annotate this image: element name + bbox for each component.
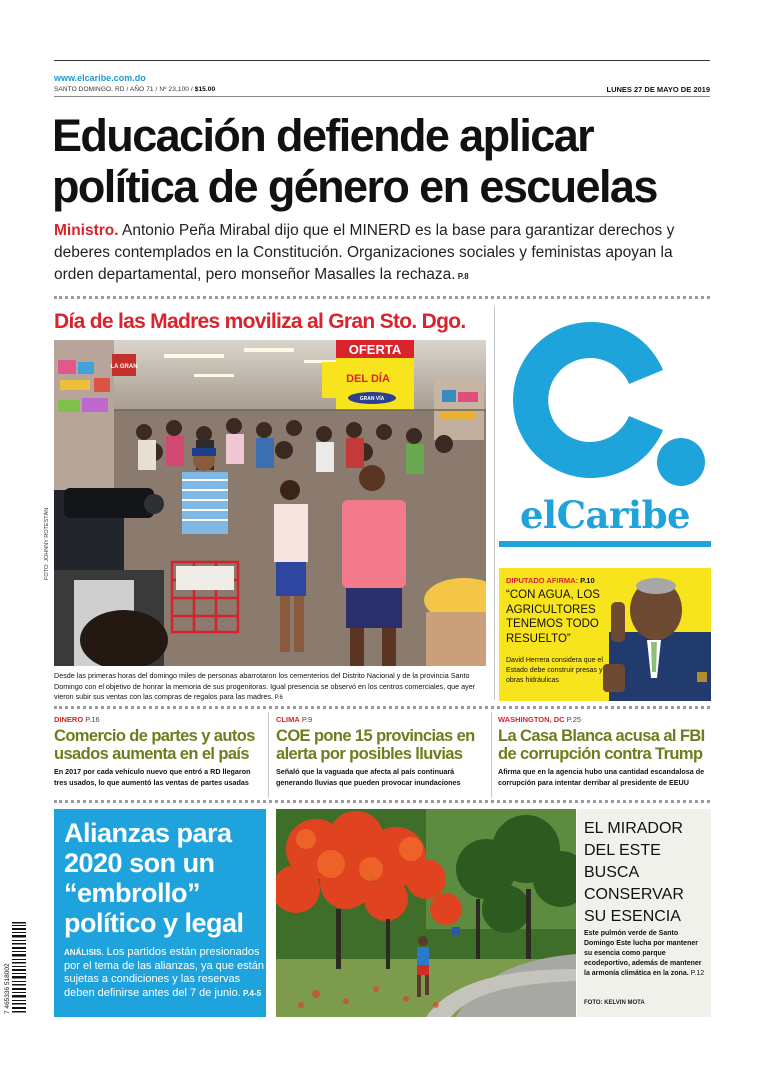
column-rule [494, 306, 495, 700]
story-kicker [276, 715, 486, 724]
barcode-digits: 7 465336 518002 [4, 963, 11, 1014]
madres-caption [54, 671, 486, 704]
story-headline[interactable]: Comercio de partes y autos usados aumenta en el país [54, 727, 255, 763]
divider-dots-bottom [54, 800, 710, 803]
mirador-page: P.12 [688, 970, 705, 977]
story-page: P.9 [299, 715, 313, 724]
alianzas-text: Los partidos están presionados por el tema de las alianzas, ya que están sujetas a condiciones y las reservas deben definirse antes del 7 de junio. [64, 946, 264, 999]
top-rule [54, 60, 710, 61]
story-dinero[interactable] [54, 715, 264, 788]
alianzas-kicker: ANÁLISIS. [64, 948, 104, 957]
diputado-quote[interactable]: “CON AGUA, LOS AGRICULTORES TENEMOS TODO RESUELTO” [506, 589, 600, 645]
masthead-rule [54, 96, 710, 97]
barcode-graphic [2, 922, 28, 1014]
logo-c-mark [499, 300, 711, 500]
park-photo-illustration [276, 809, 576, 1017]
lead-text: Antonio Peña Mirabal dijo que el MINERD es la base para garantizar derechos y deberes contemplados en la Constitución. Organizaciones sociales y feministas apoyan la orden departamental, pero monseñor Masalles la rechaza. [54, 222, 675, 283]
diputado-page: P.10 [578, 576, 595, 585]
crowd-photo [54, 340, 486, 666]
mirador-text: Este pulmón verde de Santo Domingo Este lucha por mantener su esencia como parque ecodeportivo, además de mantener la armonía climática en la zona. [584, 930, 702, 977]
barcode [2, 922, 28, 1014]
divider-dots-top [54, 296, 710, 299]
offer-sign-mid: DEL DÍA [346, 373, 390, 385]
story-text: Afirma que en la agencia hubo una cantidad escandalosa de corrupción para intentar derribar al presidente de EEUU [498, 767, 705, 787]
shop-sign-text: LA GRAN [110, 364, 138, 370]
diputado-text: David Herrera considera que el Estado debe construir presas y obras hidráulicas [506, 657, 603, 684]
column-rule-2 [268, 712, 269, 798]
alianzas-summary [64, 946, 264, 1000]
lead-kicker: Ministro. [54, 222, 119, 239]
story-kicker [54, 715, 264, 724]
logo-brand-name[interactable]: elCaribe [520, 493, 690, 537]
mirador-photo-credit: FOTO: KELVIN MOTA [584, 1000, 645, 1006]
story-kicker-text: DINERO [54, 715, 84, 724]
price: $15.00 [194, 86, 216, 93]
story-kicker-text: WASHINGTON, DC [498, 715, 565, 724]
story-text: Señaló que la vaguada que afecta al país continuará generando lluvias que pueden provocar inundaciones [276, 767, 461, 787]
alianzas-page: P.4-5 [240, 988, 262, 998]
story-washington[interactable] [498, 715, 711, 788]
logo-underline [499, 541, 711, 547]
story-text: En 2017 por cada vehículo nuevo que entró a RD llegaron tres usados, lo que aumentó las ventas de partes usadas [54, 767, 251, 787]
edition-text: SANTO DOMINGO, RD / AÑO 71 / Nº 23,100 / [54, 86, 195, 93]
alianzas-headline[interactable]: Alianzas para 2020 son un “embrollo” político y legal [64, 818, 244, 938]
offer-sign-small: GRAN VÍA [359, 396, 385, 402]
lead-summary [54, 220, 714, 288]
story-clima[interactable] [276, 715, 486, 788]
site-url[interactable]: www.elcaribe.com.do [54, 73, 146, 83]
column-rule-3 [491, 712, 492, 798]
divider-dots-mid [54, 706, 710, 709]
lead-headline[interactable] [52, 110, 722, 212]
publication-date: LUNES 27 DE MAYO DE 2019 [606, 85, 710, 94]
story-page: P.25 [564, 715, 582, 724]
mirador-headline[interactable]: EL MIRADOR DEL ESTE BUSCA CONSERVAR SU ESENCIA [584, 820, 684, 925]
diputado-kicker-text: DIPUTADO AFIRMA: [506, 576, 579, 585]
madres-caption-text: Desde las primeras horas del domingo miles de personas abarrotaron los cementerios del Distrito Nacional y de la provincia Santo Domingo con el objetivo de honrar la memoria de sus progenitoras. Igual presencia se observó en los centros comerciales, que ayer vieron subir sus ventas con las compras de regalos para las madres. [54, 671, 476, 701]
story-headline[interactable]: COE pone 15 provincias en alerta por posibles lluvias [276, 727, 475, 763]
offer-sign-top: OFERTA [348, 342, 402, 357]
lead-headline-line2: política de género en escuelas [52, 161, 657, 212]
story-kicker [498, 715, 711, 724]
madres-caption-page: P.6 [272, 695, 283, 701]
photo-credit: FOTO: JOHNNY ROTESTÁN [44, 507, 50, 580]
lead-headline-line1: Educación defiende aplicar [52, 110, 594, 161]
madres-headline[interactable]: Día de las Madres moviliza al Gran Sto. Dgo. [54, 310, 466, 333]
park-photo [276, 809, 576, 1017]
lead-page-ref: P.8 [455, 272, 469, 281]
story-headline[interactable]: La Casa Blanca acusa al FBI de corrupción contra Trump [498, 727, 705, 763]
story-page: P.16 [83, 715, 100, 724]
mirador-summary [584, 929, 708, 979]
diputado-kicker [506, 576, 595, 585]
edition-info [54, 86, 215, 93]
story-kicker-text: CLIMA [276, 715, 300, 724]
crowd-photo-illustration [54, 340, 486, 666]
